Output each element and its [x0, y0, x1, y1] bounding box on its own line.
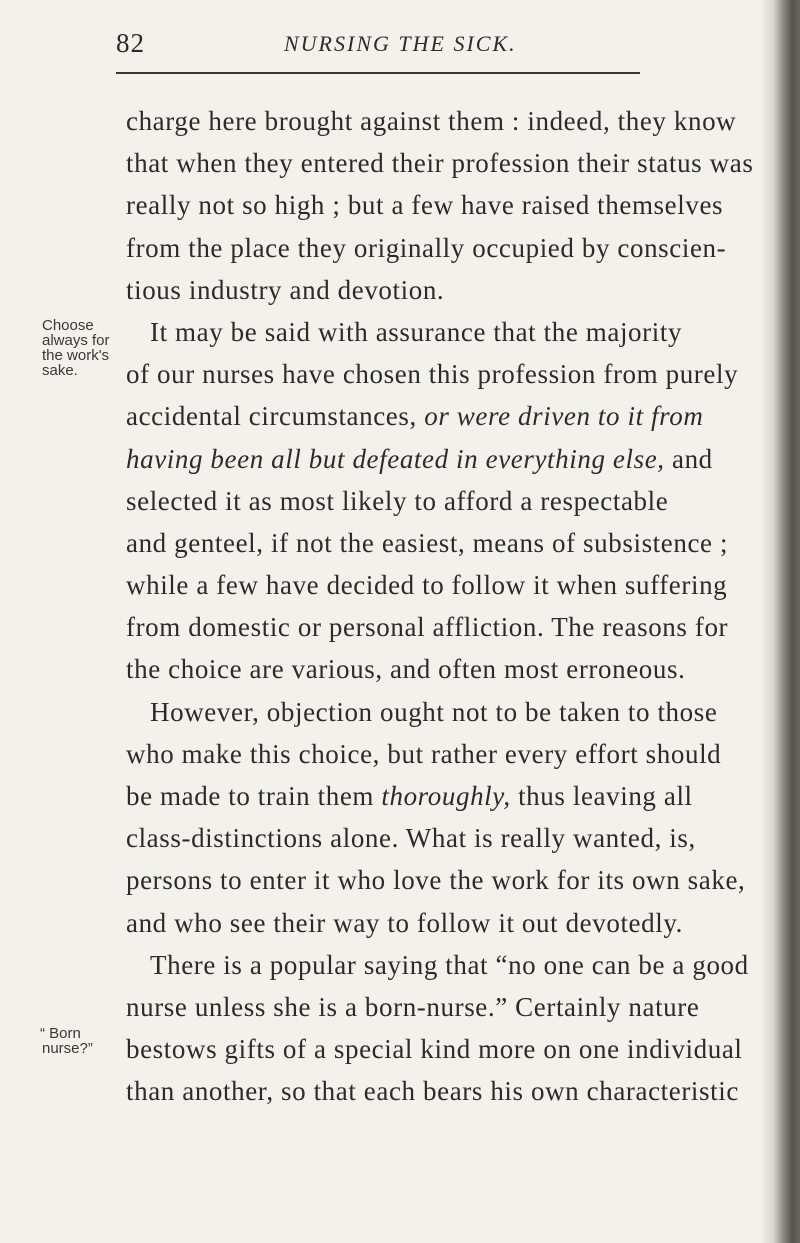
page-number: 82: [116, 28, 145, 58]
text-line: accidental circumstances, or were driven to it from: [126, 401, 704, 432]
running-head: NURSING THE SICK.: [284, 31, 517, 56]
paragraph-start-line: There is a popular saying that “no one can be a good: [150, 949, 749, 980]
text-line: nurse unless she is a born-nurse.” Certainly nature: [126, 991, 700, 1022]
text-line: having been all but defeated in everything else, and: [126, 443, 713, 474]
text-line: and who see their way to follow it out devotedly.: [126, 907, 684, 938]
margin-note-line: nurse?”: [42, 1040, 93, 1057]
text-line: the choice are various, and often most erroneous.: [126, 654, 686, 685]
text-line: selected it as most likely to afford a respectable: [126, 485, 669, 516]
margin-note-line: always for: [42, 332, 110, 349]
text-line: from domestic or personal affliction. The reasons for: [126, 612, 729, 643]
body-text: [126, 100, 766, 1113]
text-line: who make this choice, but rather every effort should: [126, 738, 722, 769]
text-line: from the place they originally occupied by conscien-: [126, 232, 727, 263]
page-edge: [762, 0, 800, 1243]
text-line: be made to train them thoroughly, thus leaving all: [126, 781, 693, 811]
paragraph-start-line: However, objection ought not to be taken to those: [150, 696, 718, 727]
text-line: and genteel, if not the easiest, means of subsistence ;: [126, 527, 729, 558]
text-line: while a few have decided to follow it when suffering: [126, 570, 728, 601]
margin-note-line: the work's: [42, 347, 110, 364]
italic-text: or were driven to it from: [424, 401, 704, 432]
text-line: tious industry and devotion.: [126, 274, 445, 305]
text-line: bestows gifts of a special kind more on one individual: [126, 1034, 743, 1065]
margin-note-born-nurse: [40, 1026, 93, 1056]
margin-note-line: “ Born: [40, 1025, 81, 1042]
margin-note-choose-always: [42, 318, 110, 378]
text-line: persons to enter it who love the work for its own sake,: [126, 865, 746, 896]
paragraph-start-line: It may be said with assurance that the majority: [150, 316, 683, 347]
margin-note-line: sake.: [42, 362, 78, 379]
margin-note-line: Choose: [42, 317, 94, 334]
page-header: [0, 28, 760, 68]
text-line: really not so high ; but a few have raised themselves: [126, 190, 724, 221]
text-line: of our nurses have chosen this profession from purely: [126, 359, 739, 390]
text-line: than another, so that each bears his own characteristic: [126, 1076, 739, 1107]
header-rule: [116, 72, 640, 74]
italic-text: thoroughly,: [381, 781, 511, 811]
text-line: that when they entered their profession their status was: [126, 148, 754, 179]
text-line: class-distinctions alone. What is really wanted, is,: [126, 823, 696, 854]
italic-text: having been all but defeated in everything else,: [126, 443, 665, 474]
text-line: charge here brought against them : indeed, they know: [126, 106, 737, 136]
